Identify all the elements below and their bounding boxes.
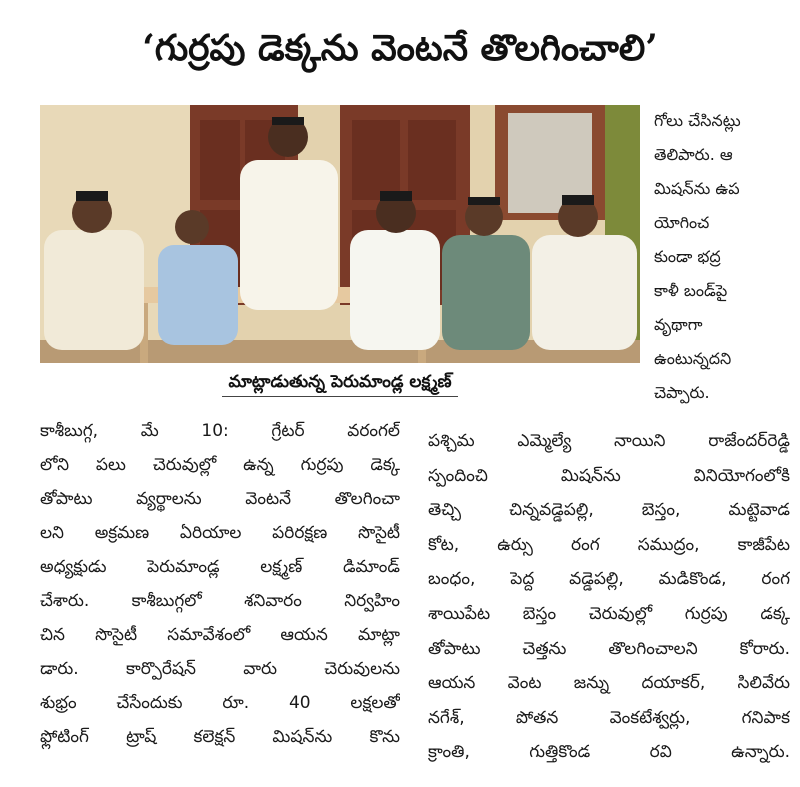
article-column-right: [654, 104, 794, 410]
text-line: తెచ్చి చిన్నవడ్డెపల్లి, బెస్తం, మట్టెవాడ: [428, 500, 790, 521]
text-line: తోపాటు వ్యర్థాలను వెంటనే తొలగించా: [40, 489, 400, 509]
text-line: డారు. కార్పొరేషన్ వారు చెరువులను: [40, 659, 400, 679]
article-column-middle: [428, 424, 790, 770]
text-line: చిన సొసైటీ సమావేశంలో ఆయన మాట్లా: [40, 625, 400, 645]
text-line: వృథాగా: [654, 315, 703, 334]
article-column-left: [40, 414, 400, 754]
text-line: లోని పలు చెరువుల్లో ఉన్న గుర్రపు డెక్క: [40, 455, 400, 475]
photo-caption: మాట్లాడుతున్న పెరుమాండ్ల లక్ష్మణ్: [222, 366, 457, 397]
text-line: కుండా భద్ర: [654, 247, 721, 266]
text-line: పశ్చిమ ఎమ్మెల్యే నాయిని రాజేందర్‌రెడ్డి: [428, 431, 790, 451]
text-line: యోగించ: [654, 213, 710, 232]
news-photo: [40, 105, 640, 363]
text-line: చెప్పారు.: [654, 383, 710, 402]
text-line: ఆయన వెంట జన్ను దయాకర్, సిలివేరు: [428, 673, 790, 694]
text-line: కోట, ఉర్సు రంగ సముద్రం, కాజీపేట: [428, 534, 790, 555]
text-line: కాళీ బండ్‌పై: [654, 281, 728, 300]
text-line: శుభ్రం చేసేందుకు రూ. 40 లక్షలతో: [40, 693, 400, 713]
text-line: ఉంటున్నదని: [654, 349, 732, 368]
headline: ‘గుర్రపు డెక్కను వెంటనే తొలగించాలి’: [142, 27, 658, 69]
text-line: తోపాటు చెత్తను తొలగించాలని కోరారు.: [428, 638, 790, 659]
meeting-photo-illustration: [40, 105, 640, 363]
text-line: ఫ్లోటింగ్ ట్రాష్ కలెక్షన్ మిషన్‌ను కొను: [40, 727, 400, 747]
text-line: మిషన్‌ను ఉప: [654, 179, 740, 198]
text-line: శాయిపేట బెస్తం చెరువుల్లో గుర్రపు డక్క: [428, 603, 790, 624]
text-line: బంధం, పెద్ద వడ్డెపల్లి, మడికొండ, రంగ: [428, 569, 790, 590]
text-line: అధ్యక్షుడు పెరుమాండ్ల లక్ష్మణ్ డిమాండ్: [40, 557, 400, 577]
text-line: కాశీబుగ్గ, మే 10: గ్రేటర్ వరంగల్: [40, 421, 400, 441]
photo-caption-box: [170, 366, 510, 400]
text-line: నగేశ్, పోతన వెంకటేశ్వర్లు, గనిపాక: [428, 707, 790, 728]
text-line: క్రాంతి, గుత్తికొండ రవి ఉన్నారు.: [428, 742, 790, 763]
text-line: తెలిపారు. ఆ: [654, 145, 733, 164]
clipped-previous-headline: [38, 0, 758, 4]
text-line: గోలు చేసినట్లు: [654, 111, 741, 130]
text-line: లని అక్రమణ ఏరియాల పరిరక్షణ సొసైటీ: [40, 523, 400, 543]
text-line: స్పందించి మిషన్‌ను వినియోగంలోకి: [428, 465, 790, 486]
text-line: చేశారు. కాశీబుగ్గలో శనివారం నిర్వహిం: [40, 591, 400, 611]
